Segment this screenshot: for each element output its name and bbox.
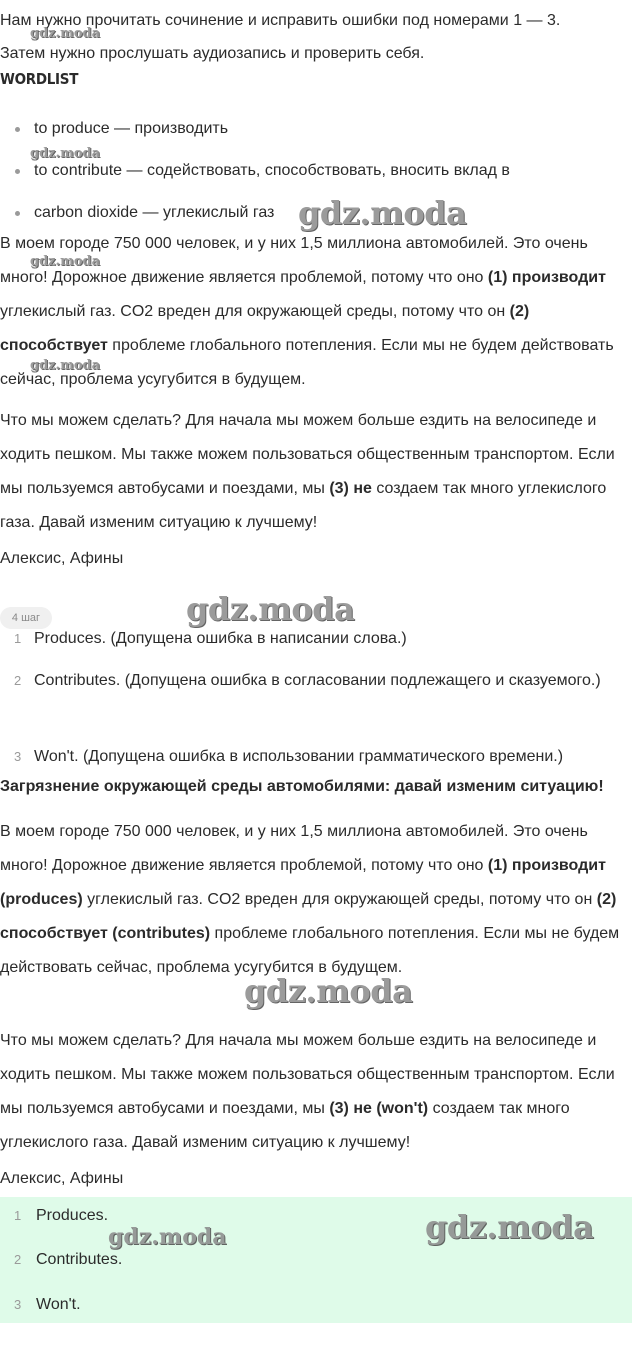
answer-title: Загрязнение окружающей среды автомобилями: давай изменим ситуацию! (0, 778, 604, 795)
final-answers-box: 1 Produces. 2 Contributes. 3 Won't. (0, 1197, 632, 1323)
answer-paragraph-1: В моем городе 750 000 человек, и у них 1,5 миллиона автомобилей. Это очень много! Дорожное движение является проблемой, потому что оно (1) производит (produces) углекислый газ. CO2 вреден для окружающей среды, потому что он (2) способствует (contributes) проблеме глобального потепления. Если мы не будем действовать сейчас, проблема усугубится в будущем. (0, 823, 620, 976)
answer-paragraph-2: Что мы можем сделать? Для начала мы можем больше ездить на велосипеде и ходить пешком. Мы также можем пользоваться общественным транспортом. Если мы пользуемся автобусами и поездами, мы (3) не (won't) создаем так много углекислого газа. Давай изменим ситуацию к лучшему! (0, 1032, 615, 1151)
intro-line-2: Затем нужно прослушать аудиозапись и проверить себя. (0, 45, 425, 62)
watermark: gdz.moda (244, 972, 413, 1010)
bullet-icon (15, 211, 20, 216)
watermark: gdz.moda (30, 26, 101, 41)
answer-signature: Алексис, Афины (0, 1170, 124, 1187)
watermark: gdz.moda (108, 1224, 227, 1250)
bullet-icon (15, 127, 20, 132)
watermark: gdz.moda (186, 590, 355, 628)
bullet-icon (15, 169, 20, 174)
step-badge: 4 шаг (0, 607, 52, 629)
watermark: gdz.moda (425, 1208, 594, 1246)
wordlist-title: WORDLIST (0, 70, 79, 88)
watermark: gdz.moda (30, 358, 101, 373)
watermark: gdz.moda (30, 254, 101, 269)
intro-line-1: Нам нужно прочитать сочинение и исправить ошибки под номерами 1 — 3. (0, 12, 561, 29)
watermark: gdz.moda (30, 146, 101, 161)
essay-paragraph-2: Что мы можем сделать? Для начала мы можем больше ездить на велосипеде и ходить пешком. Мы также можем пользоваться общественным транспортом. Если мы пользуемся автобусами и поездами, мы (3) не создаем так много углекислого газа. Давай изменим ситуацию к лучшему! (0, 412, 615, 531)
essay-signature: Алексис, Афины (0, 550, 124, 567)
essay-paragraph-1: В моем городе 750 000 человек, и у них 1,5 миллиона автомобилей. Это очень много! Дорожное движение является проблемой, потому что оно (1) производит углекислый газ. CO2 вреден для окружающей среды, потому что он (2) способствует проблеме глобального потепления. Если мы не будем действовать сейчас, проблема усугубится в будущем. (0, 235, 614, 388)
watermark: gdz.moda (298, 194, 467, 232)
